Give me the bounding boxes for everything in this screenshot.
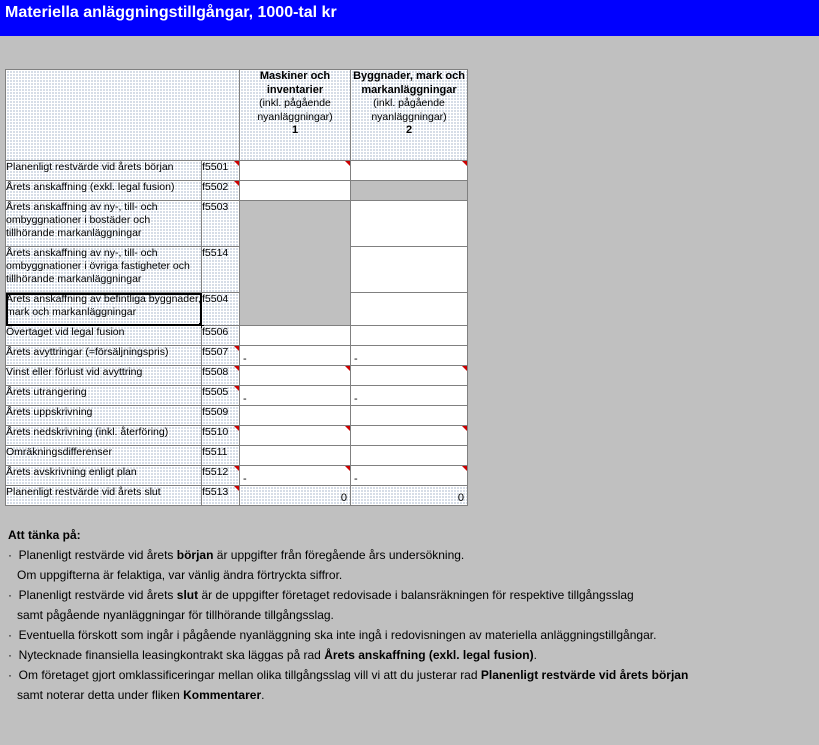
row-code: f5510: [202, 426, 240, 446]
table-row: [6, 446, 468, 466]
input-cell[interactable]: [240, 446, 351, 466]
row-label: Årets anskaffning (exkl. legal fusion): [6, 181, 202, 201]
table-row: [6, 201, 468, 247]
table-row: [6, 247, 468, 293]
table-row: [6, 326, 468, 346]
input-cell[interactable]: [351, 446, 468, 466]
row-code: f5513: [202, 486, 240, 506]
input-cell[interactable]: [240, 406, 351, 426]
input-cell[interactable]: [351, 406, 468, 426]
row-code: f5505: [202, 386, 240, 406]
comment-marker: [234, 466, 239, 471]
comment-marker: [234, 366, 239, 371]
comment-marker: [345, 426, 350, 431]
table-row: [6, 466, 468, 486]
row-code: f5512: [202, 466, 240, 486]
row-code: f5504: [202, 293, 240, 326]
comment-marker: [234, 161, 239, 166]
row-label: Omräkningsdifferenser: [6, 446, 202, 466]
table-row: [6, 426, 468, 446]
disabled-cell: [351, 181, 468, 201]
comment-marker: [234, 346, 239, 351]
comment-marker: [234, 426, 239, 431]
input-cell[interactable]: -: [240, 386, 351, 406]
comment-marker: [345, 366, 350, 371]
table-row: [6, 406, 468, 426]
input-cell[interactable]: [351, 366, 468, 386]
row-code: f5509: [202, 406, 240, 426]
input-cell[interactable]: -: [351, 466, 468, 486]
comment-marker: [462, 426, 467, 431]
row-label: Planenligt restvärde vid årets slut: [6, 486, 202, 506]
note-item: Om uppgifterna är felaktiga, var vänlig ändra förtryckta siffror.: [17, 568, 343, 582]
input-cell[interactable]: [351, 326, 468, 346]
row-label: Vinst eller förlust vid avyttring: [6, 366, 202, 386]
asset-table: [5, 69, 468, 506]
input-cell[interactable]: -: [351, 346, 468, 366]
row-label: Övertaget vid legal fusion: [6, 326, 202, 346]
sheet-title: Materiella anläggningstillgångar, 1000-tal kr: [5, 4, 337, 21]
comment-marker: [462, 466, 467, 471]
row-label: Årets anskaffning av ny-, till- och ombyggnationer i bostäder och tillhörande markanläggningar: [6, 201, 202, 247]
row-label: Årets nedskrivning (inkl. återföring): [6, 426, 202, 446]
column-header-2: Byggnader, mark och markanläggningar (inkl. pågående nyanläggningar) 2: [351, 70, 468, 161]
comment-marker: [345, 161, 350, 166]
row-code: f5511: [202, 446, 240, 466]
comment-marker: [462, 366, 467, 371]
notes-heading: Att tänka på:: [8, 528, 81, 542]
table-row: [6, 346, 468, 366]
input-cell[interactable]: -: [351, 386, 468, 406]
input-cell[interactable]: [240, 366, 351, 386]
input-cell[interactable]: [240, 181, 351, 201]
comment-marker: [234, 386, 239, 391]
input-cell[interactable]: -: [240, 466, 351, 486]
row-label: Årets avyttringar (=försäljningspris): [6, 346, 202, 366]
row-label: Årets avskrivning enligt plan: [6, 466, 202, 486]
row-code: f5506: [202, 326, 240, 346]
comment-marker: [345, 466, 350, 471]
notes-section: [8, 525, 813, 705]
column-header-1: Maskiner och inventarier (inkl. pågående nyanläggningar) 1: [240, 70, 351, 161]
note-item: · Nytecknade finansiella leasingkontrakt ska läggas på rad Årets anskaffning (exkl. legal fusion).: [8, 648, 537, 662]
table-row: [6, 366, 468, 386]
table-row: [6, 293, 468, 326]
input-cell[interactable]: [240, 326, 351, 346]
input-cell[interactable]: [351, 247, 468, 293]
input-cell[interactable]: [351, 161, 468, 181]
note-item: · Eventuella förskott som ingår i pågående nyanläggning ska inte ingå i redovisningen av materiella anläggningstillgångar.: [8, 628, 657, 642]
note-item: · Planenligt restvärde vid årets slut är de uppgifter företaget redovisade i balansräkningen för respektive tillgångsslag: [8, 588, 634, 602]
note-item: samt noterar detta under fliken Kommentarer.: [17, 688, 265, 702]
note-item: · Planenligt restvärde vid årets början är uppgifter från föregående års undersökning.: [8, 548, 465, 562]
row-code: f5507: [202, 346, 240, 366]
row-label: Planenligt restvärde vid årets början: [6, 161, 202, 181]
row-code: f5502: [202, 181, 240, 201]
header-empty-cell: [6, 70, 240, 161]
input-cell[interactable]: [240, 426, 351, 446]
comment-marker: [234, 486, 239, 491]
row-label: Årets uppskrivning: [6, 406, 202, 426]
table-row: [6, 181, 468, 201]
sum-cell: 0: [351, 486, 468, 506]
input-cell[interactable]: [351, 293, 468, 326]
input-cell[interactable]: [240, 161, 351, 181]
table-row: [6, 486, 468, 506]
table-row: [6, 386, 468, 406]
note-item: samt pågående nyanläggningar för tillhörande tillgångsslag.: [17, 608, 334, 622]
row-label-selected[interactable]: Årets anskaffning av befintliga byggnader, mark och markanläggningar: [6, 293, 202, 326]
comment-marker: [462, 161, 467, 166]
sheet-title-bar: [0, 0, 819, 36]
input-cell[interactable]: [351, 426, 468, 446]
row-code: f5508: [202, 366, 240, 386]
sum-cell: 0: [240, 486, 351, 506]
note-item: · Om företaget gjort omklassificeringar mellan olika tillgångsslag vill vi att du justerar rad Planenligt restvärde vid årets början: [8, 668, 689, 682]
input-cell[interactable]: -: [240, 346, 351, 366]
row-label: Årets utrangering: [6, 386, 202, 406]
input-cell[interactable]: [351, 201, 468, 247]
disabled-cell: [240, 201, 351, 326]
table-row: [6, 161, 468, 181]
row-code: f5503: [202, 201, 240, 247]
comment-marker: [234, 181, 239, 186]
row-code: f5514: [202, 247, 240, 293]
row-code: f5501: [202, 161, 240, 181]
row-label: Årets anskaffning av ny-, till- och ombyggnationer i övriga fastigheter och tillhörande markanläggningar: [6, 247, 202, 293]
